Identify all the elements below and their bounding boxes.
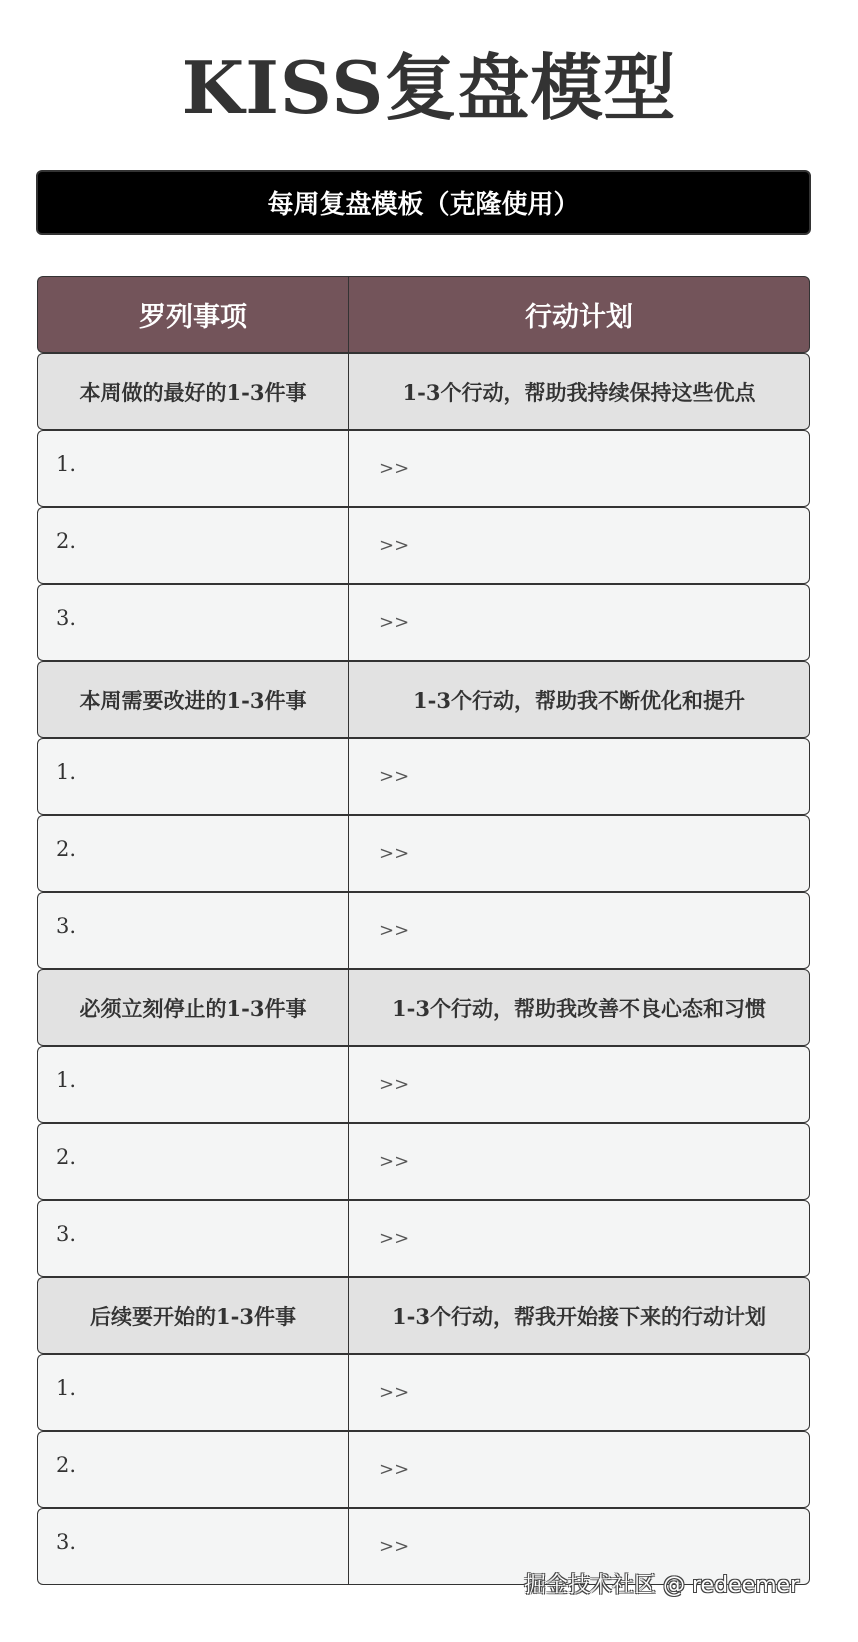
item-cell[interactable]: 3. (37, 892, 348, 969)
plan-cell[interactable]: >> (348, 738, 810, 815)
table-row (37, 1046, 810, 1123)
table-header-row (37, 276, 810, 353)
section-plan: 1-3个行动，帮我开始接下来的行动计划 (348, 1277, 810, 1354)
item-cell[interactable]: 2. (37, 507, 348, 584)
section-row (37, 661, 810, 738)
section-item: 后续要开始的1-3件事 (37, 1277, 348, 1354)
section-row (37, 969, 810, 1046)
table-row (37, 584, 810, 661)
review-table (37, 276, 810, 1585)
section-plan: 1-3个行动，帮助我改善不良心态和习惯 (348, 969, 810, 1046)
table-row (37, 1354, 810, 1431)
section-row (37, 1277, 810, 1354)
item-cell[interactable]: 1. (37, 1354, 348, 1431)
section-item: 本周做的最好的1-3件事 (37, 353, 348, 430)
item-cell[interactable]: 1. (37, 738, 348, 815)
plan-cell[interactable]: >> (348, 1123, 810, 1200)
item-cell[interactable]: 2. (37, 815, 348, 892)
section-item: 必须立刻停止的1-3件事 (37, 969, 348, 1046)
table-row (37, 892, 810, 969)
item-cell[interactable]: 2. (37, 1123, 348, 1200)
item-cell[interactable]: 3. (37, 584, 348, 661)
plan-cell[interactable]: >> (348, 1354, 810, 1431)
section-plan: 1-3个行动，帮助我不断优化和提升 (348, 661, 810, 738)
table-row (37, 738, 810, 815)
header-items: 罗列事项 (37, 276, 348, 353)
watermark: 掘金技术社区 @ redeemer (524, 1573, 800, 1598)
page-title: KISS复盘模型 (181, 45, 677, 130)
plan-cell[interactable]: >> (348, 507, 810, 584)
plan-cell[interactable]: >> (348, 584, 810, 661)
section-plan: 1-3个行动，帮助我持续保持这些优点 (348, 353, 810, 430)
item-cell[interactable]: 3. (37, 1508, 348, 1585)
header-plan: 行动计划 (348, 276, 810, 353)
item-cell[interactable]: 2. (37, 1431, 348, 1508)
item-cell[interactable]: 1. (37, 1046, 348, 1123)
plan-cell[interactable]: >> (348, 1200, 810, 1277)
plan-cell[interactable]: >> (348, 815, 810, 892)
table-row (37, 815, 810, 892)
section-item: 本周需要改进的1-3件事 (37, 661, 348, 738)
table-row (37, 1200, 810, 1277)
plan-cell[interactable]: >> (348, 430, 810, 507)
section-row (37, 353, 810, 430)
plan-cell[interactable]: >> (348, 1508, 810, 1585)
item-cell[interactable]: 1. (37, 430, 348, 507)
table-row (37, 507, 810, 584)
plan-cell[interactable]: >> (348, 1046, 810, 1123)
table-row (37, 430, 810, 507)
plan-cell[interactable]: >> (348, 1431, 810, 1508)
item-cell[interactable]: 3. (37, 1200, 348, 1277)
table-row (37, 1431, 810, 1508)
table-row (37, 1123, 810, 1200)
template-banner: 每周复盘模板（克隆使用） (36, 170, 811, 235)
plan-cell[interactable]: >> (348, 892, 810, 969)
